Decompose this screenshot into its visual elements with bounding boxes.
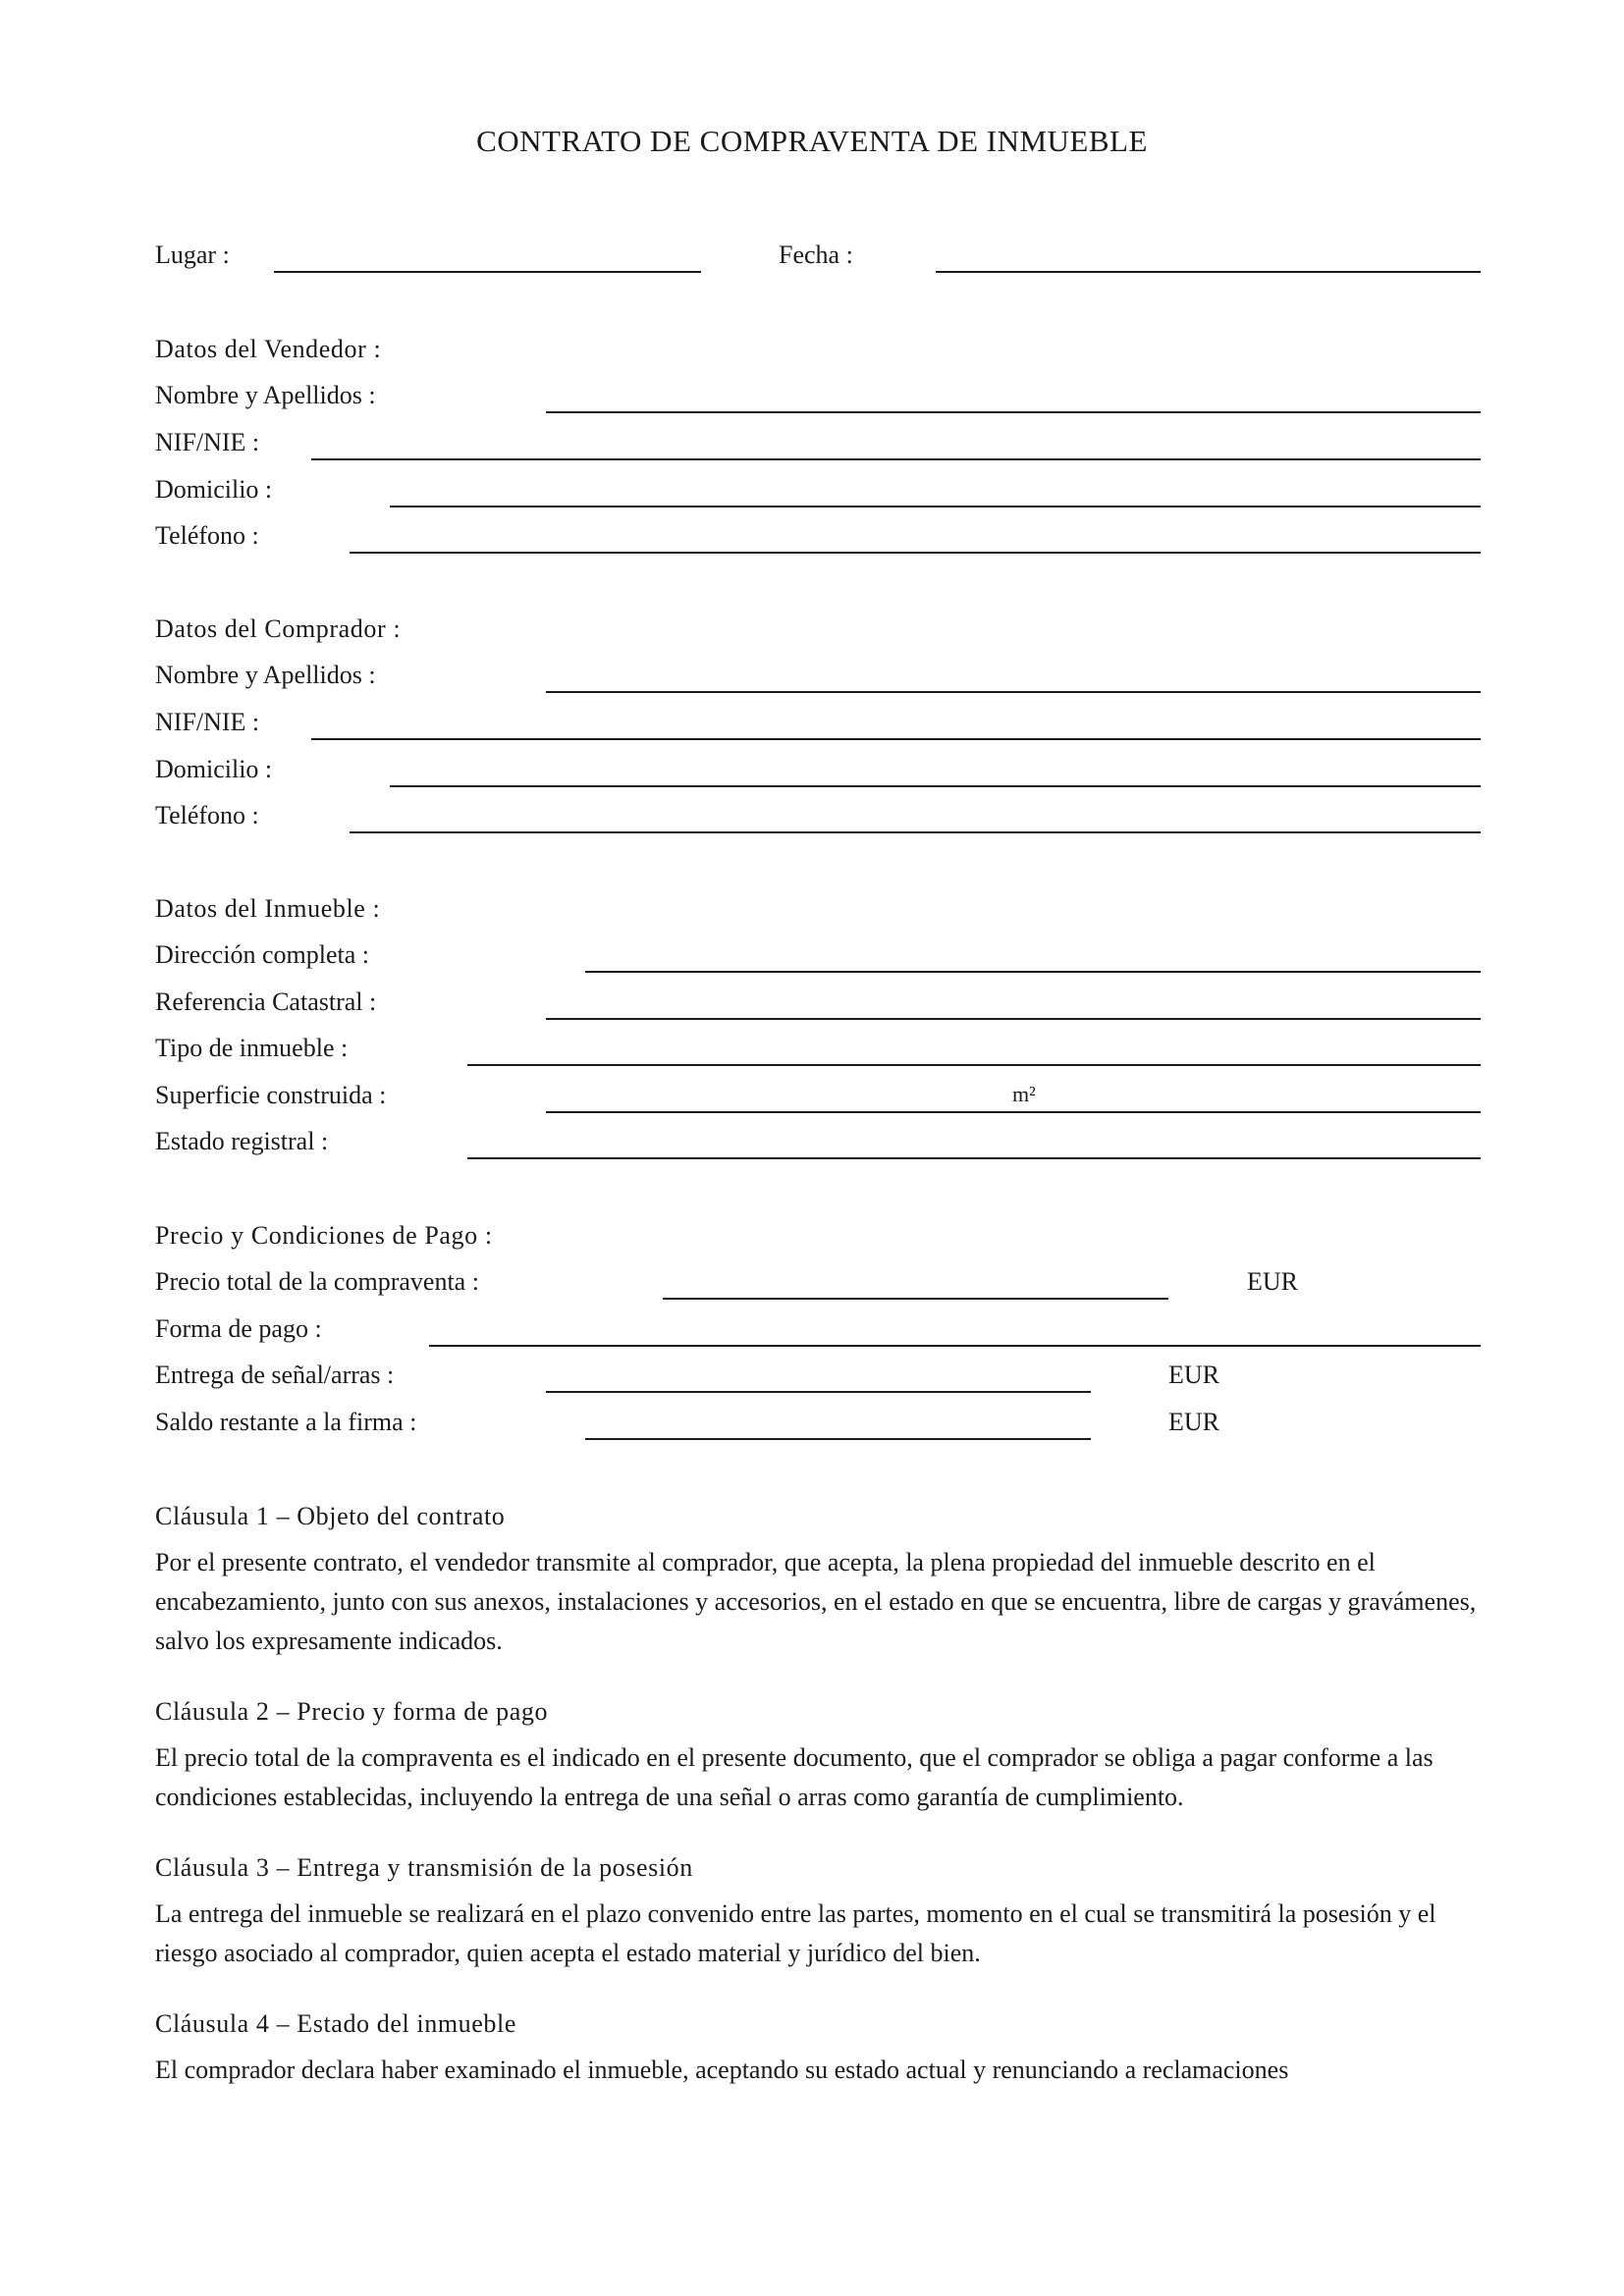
- vendedor-nif-field[interactable]: [311, 458, 1481, 460]
- comprador-nombre-label: Nombre y Apellidos :: [155, 661, 376, 689]
- vendedor-heading: Datos del Vendedor :: [155, 335, 382, 363]
- comprador-nif-field[interactable]: [311, 738, 1481, 740]
- vendedor-telefono-field[interactable]: [350, 552, 1481, 554]
- inmueble-referencia-field[interactable]: [546, 1018, 1481, 1020]
- senal-unit: EUR: [1168, 1361, 1219, 1389]
- vendedor-nombre-label: Nombre y Apellidos :: [155, 381, 376, 409]
- forma-pago-label: Forma de pago :: [155, 1314, 322, 1343]
- precio-heading: Precio y Condiciones de Pago :: [155, 1221, 493, 1250]
- comprador-telefono-field[interactable]: [350, 831, 1481, 833]
- senal-label: Entrega de señal/arras :: [155, 1361, 395, 1389]
- clause-2-heading: Cláusula 2 – Precio y forma de pago: [155, 1697, 549, 1726]
- inmueble-heading: Datos del Inmueble :: [155, 894, 381, 923]
- senal-field[interactable]: [546, 1391, 1091, 1393]
- clause-4-heading: Cláusula 4 – Estado del inmueble: [155, 2009, 516, 2038]
- precio-total-field[interactable]: [663, 1298, 1168, 1300]
- inmueble-direccion-label: Dirección completa :: [155, 940, 370, 969]
- vendedor-nif-label: NIF/NIE :: [155, 428, 260, 456]
- document-title: CONTRATO DE COMPRAVENTA DE INMUEBLE: [476, 124, 1148, 158]
- clause-3-body: La entrega del inmueble se realizará en el plazo convenido entre las partes, momento en el cual se transmitirá la posesión y el riesgo asociado al comprador, quien acepta el estado material y jurídico del bien.: [155, 1899, 1436, 1967]
- comprador-nif-label: NIF/NIE :: [155, 708, 260, 736]
- superficie-unit: m²: [1012, 1082, 1036, 1106]
- inmueble-tipo-field[interactable]: [467, 1064, 1481, 1066]
- clause-1-heading: Cláusula 1 – Objeto del contrato: [155, 1502, 506, 1530]
- clause-4-body: El comprador declara haber examinado el inmueble, aceptando su estado actual y renunciando a reclamaciones: [155, 2056, 1289, 2084]
- precio-total-unit: EUR: [1247, 1267, 1298, 1296]
- fecha-label: Fecha :: [779, 240, 853, 269]
- vendedor-telefono-label: Teléfono :: [155, 521, 259, 550]
- vendedor-domicilio-field[interactable]: [390, 506, 1481, 507]
- comprador-telefono-label: Teléfono :: [155, 801, 259, 829]
- saldo-unit: EUR: [1168, 1408, 1219, 1436]
- inmueble-direccion-field[interactable]: [585, 971, 1481, 973]
- lugar-field[interactable]: [274, 271, 701, 273]
- vendedor-domicilio-label: Domicilio :: [155, 475, 273, 504]
- saldo-label: Saldo restante a la firma :: [155, 1408, 417, 1436]
- precio-total-label: Precio total de la compraventa :: [155, 1267, 479, 1296]
- clause-3-heading: Cláusula 3 – Entrega y transmisión de la posesión: [155, 1853, 693, 1882]
- comprador-nombre-field[interactable]: [546, 691, 1481, 693]
- inmueble-superficie-label: Superficie construida :: [155, 1081, 387, 1109]
- inmueble-superficie-field[interactable]: [546, 1111, 1481, 1113]
- inmueble-estado-label: Estado registral :: [155, 1127, 329, 1155]
- vendedor-nombre-field[interactable]: [546, 411, 1481, 413]
- inmueble-referencia-label: Referencia Catastral :: [155, 988, 377, 1016]
- forma-pago-field[interactable]: [429, 1345, 1481, 1347]
- fecha-field[interactable]: [936, 271, 1481, 273]
- saldo-field[interactable]: [585, 1438, 1091, 1440]
- lugar-label: Lugar :: [155, 240, 230, 269]
- comprador-domicilio-field[interactable]: [390, 785, 1481, 787]
- comprador-domicilio-label: Domicilio :: [155, 755, 273, 783]
- clause-1-body: Por el presente contrato, el vendedor transmite al comprador, que acepta, la plena propiedad del inmueble descrito en el encabezamiento, junto con sus anexos, instalaciones y accesorios, en el estado en que se encuentra, libre de cargas y gravámenes, salvo los expresamente indicados.: [155, 1548, 1477, 1655]
- comprador-heading: Datos del Comprador :: [155, 614, 402, 643]
- inmueble-estado-field[interactable]: [467, 1157, 1481, 1159]
- clause-2-body: El precio total de la compraventa es el indicado en el presente documento, que el comprador se obliga a pagar conforme a las condiciones establecidas, incluyendo la entrega de una señal o arras como garantía de cumplimiento.: [155, 1743, 1434, 1811]
- inmueble-tipo-label: Tipo de inmueble :: [155, 1034, 349, 1062]
